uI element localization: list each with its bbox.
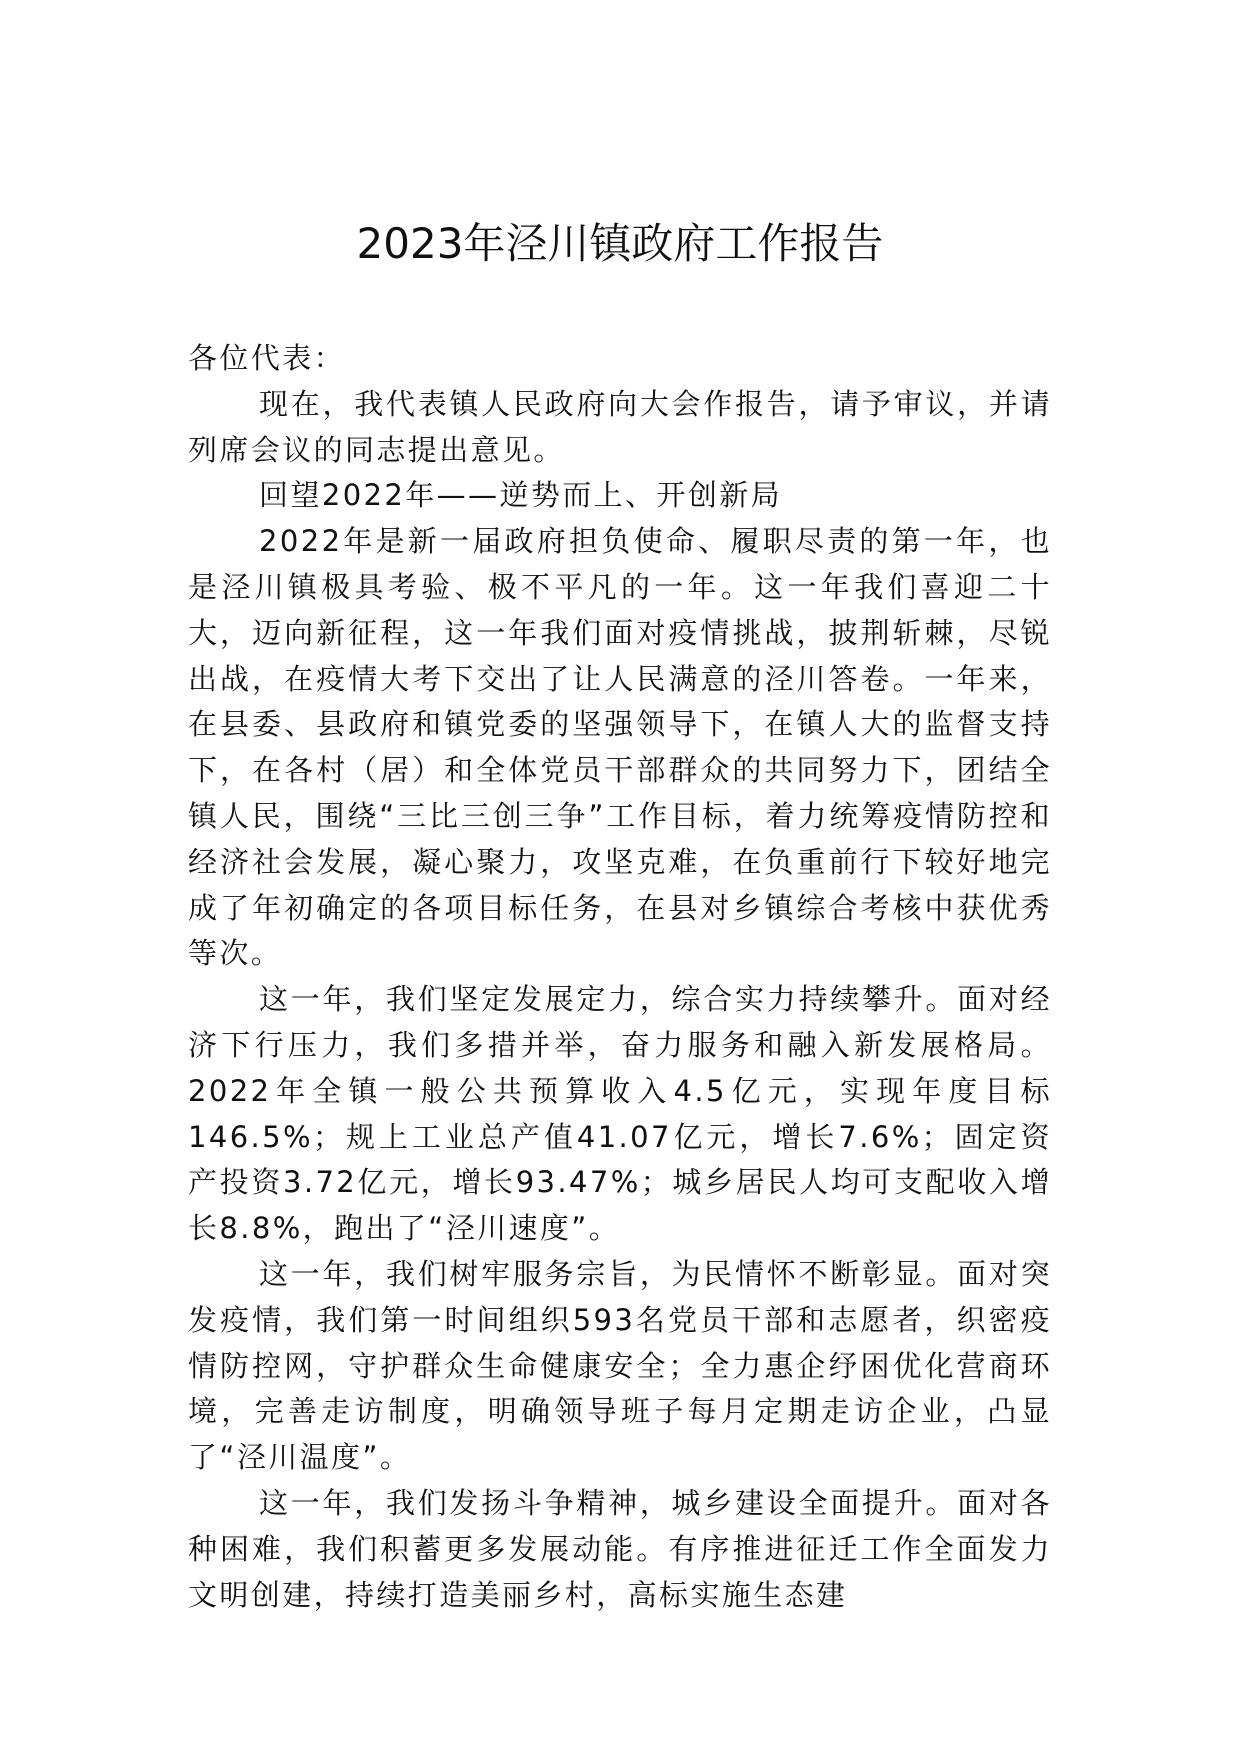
salutation: 各位代表： bbox=[188, 341, 346, 375]
document-body bbox=[188, 336, 1052, 1618]
paragraph: 这一年，我们发扬斗争精神，城乡建设全面提升。面对各种困难，我们积蓄更多发展动能。有序推进征迁工作全面发力文明创建，持续打造美丽乡村，高标实施生态建 bbox=[188, 1485, 1052, 1612]
paragraph: 这一年，我们坚定发展定力，综合实力持续攀升。面对经济下行压力，我们多措并举，奋力服务和融入新发展格局。2022年全镇一般公共预算收入4.5亿元，实现年度目标146.5%；规上工业总产值41.07亿元，增长7.6%；固定资产投资3.72亿元，增长93.47%；城乡居民人均可支配收入增长8.8%，跑出了“泾川速度”。 bbox=[188, 982, 1052, 1246]
paragraph: 2022年是新一届政府担负使命、履职尽责的第一年，也是泾川镇极具考验、极不平凡的一年。这一年我们喜迎二十大，迈向新征程，这一年我们面对疫情挑战，披荆斩棘，尽锐出战，在疫情大考下交出了让人民满意的泾川答卷。一年来，在县委、县政府和镇党委的坚强领导下，在镇人大的监督支持下，在各村（居）和全体党员干部群众的共同努力下，团结全镇人民，围绕“三比三创三争”工作目标，着力统筹疫情防控和经济社会发展，凝心聚力，攻坚克难，在负重前行下较好地完成了年初确定的各项目标任务，在县对乡镇综合考核中获优秀等次。 bbox=[188, 524, 1052, 971]
document-title: 2023年泾川镇政府工作报告 bbox=[356, 219, 884, 268]
paragraph: 这一年，我们树牢服务宗旨，为民情怀不断彰显。面对突发疫情，我们第一时间组织593名党员干部和志愿者，织密疫情防控网，守护群众生命健康安全；全力惠企纾困优化营商环境，完善走访制度，明确领导班子每月定期走访企业，凸显了“泾川温度”。 bbox=[188, 1256, 1052, 1475]
section-heading: 回望2022年——逆势而上、开创新局 bbox=[259, 478, 783, 513]
paragraph: 现在，我代表镇人民政府向大会作报告，请予审议，并请列席会议的同志提出意见。 bbox=[188, 386, 1052, 467]
document-page bbox=[188, 0, 1052, 1754]
